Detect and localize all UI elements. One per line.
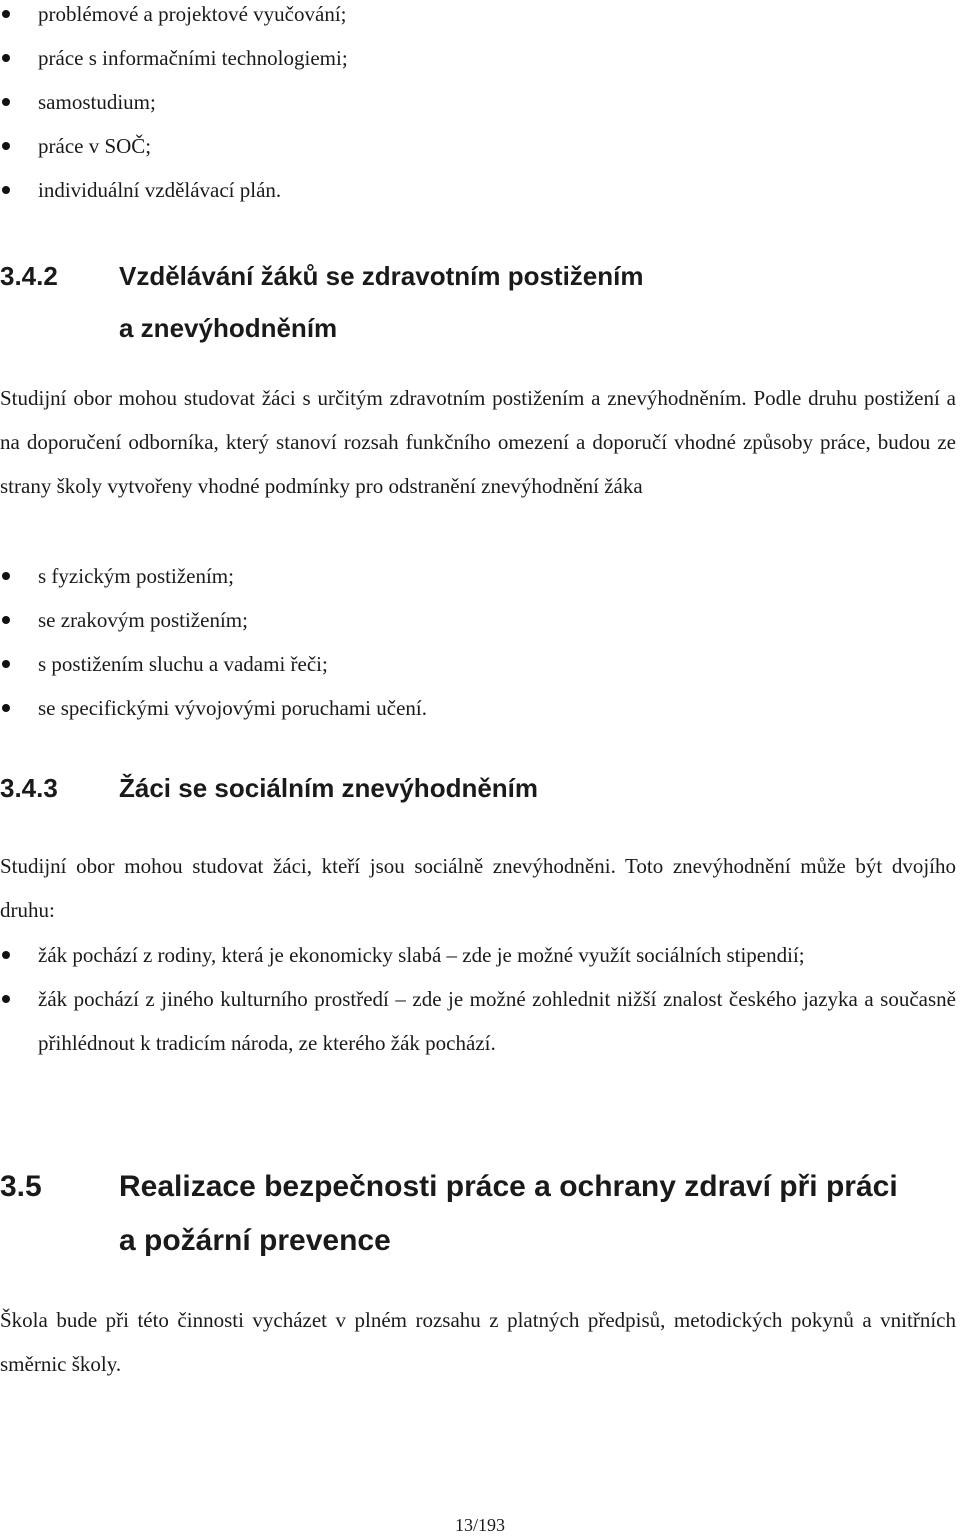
bullet-icon <box>2 186 10 194</box>
disability-bullet-list <box>0 554 956 730</box>
list-item <box>0 598 956 642</box>
section-title: Žáci se sociálním znevýhodněním <box>119 773 539 803</box>
section-heading-3-4-3 <box>0 766 538 810</box>
section-paragraph: Škola bude při této činnosti vycházet v plném rozsahu z platných předpisů, metodických pokynů a vnitřních směrnic školy. <box>0 1308 956 1376</box>
section-title-line: Vzdělávání žáků se zdravotním postižením <box>119 261 644 291</box>
list-item <box>0 0 956 36</box>
section-paragraph: Studijní obor mohou studovat žáci s určitým zdravotním postižením a znevýhodněním. Podle druhu postižení a na doporučení odborníka, který stanoví rozsah funkčního omezení a doporučí vhodné způsoby práce, budou ze strany školy vytvořeny vhodné podmínky pro odstranění znevýhodnění žáka <box>0 386 956 498</box>
section-number: 3.5 <box>0 1170 42 1203</box>
section-title-line: a požární prevence <box>119 1224 391 1257</box>
bullet-icon <box>2 98 10 106</box>
list-item-text: samostudium; <box>38 90 156 114</box>
bullet-icon <box>2 572 10 580</box>
list-item-text: s postižením sluchu a vadami řeči; <box>38 652 328 676</box>
section-heading-3-4-2 <box>0 250 643 354</box>
list-item <box>0 933 956 977</box>
list-item-text: žák pochází z rodiny, která je ekonomicky slabá – zde je možné využít sociálních stipendií; <box>38 943 805 967</box>
section-heading-3-5 <box>0 1160 898 1268</box>
page-number: 13/193 <box>454 1515 505 1535</box>
list-item <box>0 642 956 686</box>
section-paragraph: Studijní obor mohou studovat žáci, kteří jsou sociálně znevýhodněni. Toto znevýhodnění může být dvojího druhu: <box>0 854 956 922</box>
bullet-icon <box>2 995 10 1003</box>
top-bullet-list <box>0 0 956 212</box>
list-item-text: se specifickými vývojovými poruchami učení. <box>38 696 427 720</box>
section-title-line: Realizace bezpečnosti práce a ochrany zdraví při práci <box>119 1170 898 1203</box>
bullet-icon <box>2 660 10 668</box>
list-item <box>0 36 956 80</box>
bullet-icon <box>2 704 10 712</box>
list-item-text: individuální vzdělávací plán. <box>38 178 282 202</box>
list-item-text: práce s informačními technologiemi; <box>38 46 348 70</box>
list-item <box>0 80 956 124</box>
list-item <box>0 124 956 168</box>
section-number: 3.4.3 <box>0 773 58 803</box>
bullet-icon <box>2 54 10 62</box>
bullet-icon <box>2 142 10 150</box>
section-title <box>119 1160 898 1268</box>
section-number: 3.4.2 <box>0 261 58 291</box>
list-item-text: žák pochází z jiného kulturního prostředí – zde je možné zohlednit nižší znalost českého jazyka a současně přihlédnout k tradicím národa, ze kterého žák pochází. <box>38 987 956 1055</box>
list-item-text: problémové a projektové vyučování; <box>38 2 347 26</box>
bullet-icon <box>2 616 10 624</box>
social-bullet-list <box>0 933 956 1065</box>
list-item <box>0 686 956 730</box>
list-item <box>0 977 956 1065</box>
list-item <box>0 168 956 212</box>
section-title-line: a znevýhodněním <box>119 313 338 343</box>
list-item <box>0 554 956 598</box>
list-item-text: práce v SOČ; <box>38 134 152 158</box>
section-title <box>119 250 643 354</box>
bullet-icon <box>2 10 10 18</box>
list-item-text: s fyzickým postižením; <box>38 564 234 588</box>
bullet-icon <box>2 951 10 959</box>
list-item-text: se zrakovým postižením; <box>38 608 248 632</box>
